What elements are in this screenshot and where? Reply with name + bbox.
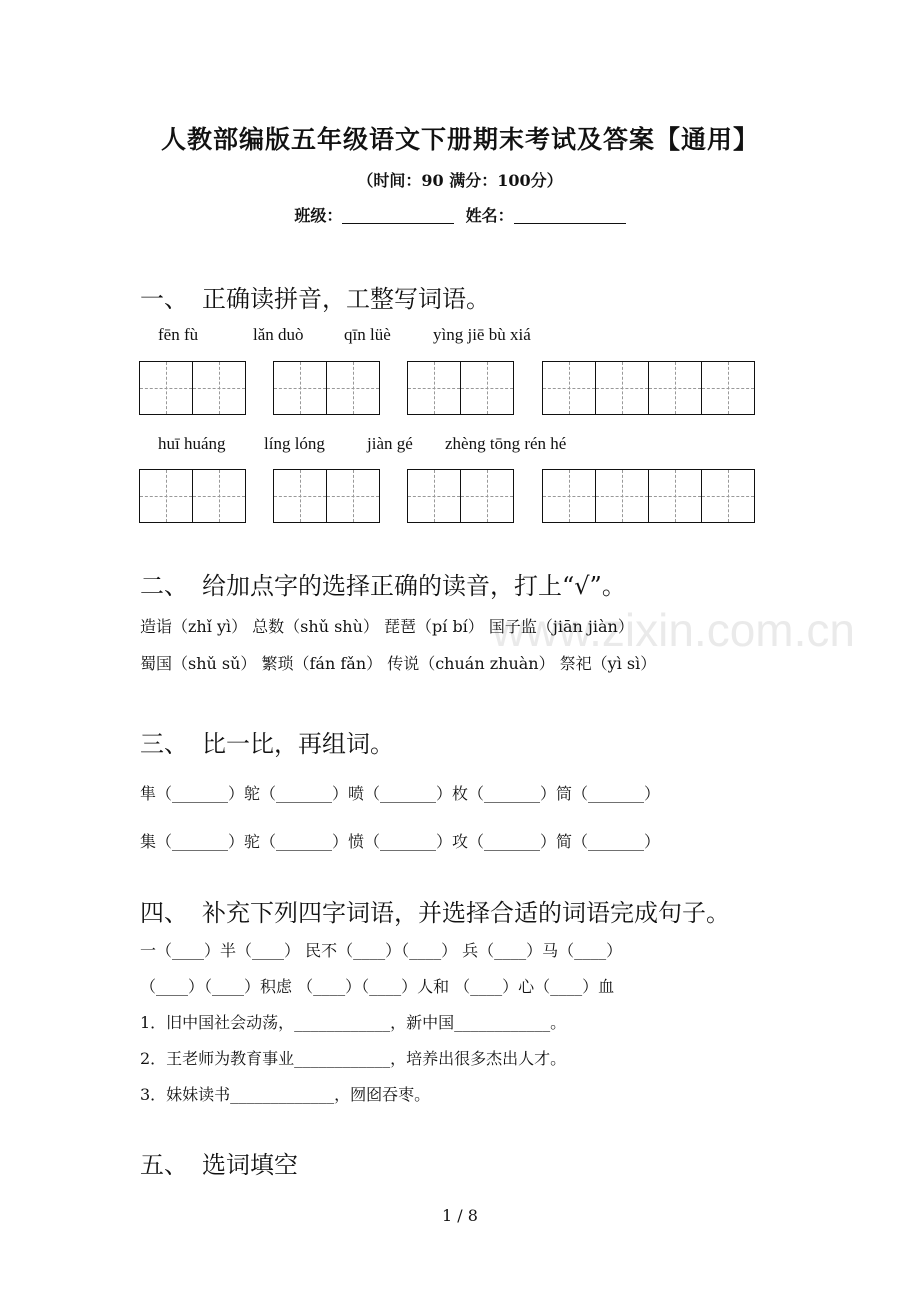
section-3-heading xyxy=(140,724,394,759)
writing-grid[interactable] xyxy=(407,469,514,523)
question-line: 一（____）半（____） 民不（____）（____） 兵（____）马（____） xyxy=(140,941,623,960)
writing-grid[interactable] xyxy=(542,361,755,415)
question-line: 造诣（zhǐ yì） 总数（shǔ shù） 琵琶（pí bí） 国子监（jiān jiàn） xyxy=(140,617,634,636)
section-title: 补充下列四字词语，并选择合适的词语完成句子。 xyxy=(202,899,730,927)
section-number: 一、 xyxy=(140,285,188,313)
writing-grid[interactable] xyxy=(407,361,514,415)
pinyin-label: líng lóng xyxy=(264,434,325,453)
question-line: 集（_______）驼（_______）愤（_______）攻（_______）简（_______） xyxy=(140,832,661,851)
pinyin-label: huī huáng xyxy=(158,434,226,453)
exam-meta: （时间：90 满分：100分） xyxy=(357,171,563,190)
page-number: 1 / 8 xyxy=(442,1206,478,1225)
pinyin-label: lǎn duò xyxy=(253,325,304,344)
section-1-heading xyxy=(140,279,490,314)
pinyin-label: zhèng tōng rén hé xyxy=(445,434,567,453)
class-label: 班级： xyxy=(294,206,343,225)
watermark: www.zixin.com.cn xyxy=(492,604,855,656)
section-number: 五、 xyxy=(140,1151,188,1179)
writing-grid[interactable] xyxy=(139,361,246,415)
question-line: 蜀国（shǔ sǔ） 繁琐（fán fǎn） 传说（chuán zhuàn） 祭祀（yì sì） xyxy=(140,654,657,673)
page-title: 人教部编版五年级语文下册期末考试及答案【通用】 xyxy=(160,125,759,154)
pinyin-label: qīn lüè xyxy=(344,325,391,344)
section-title: 给加点字的选择正确的读音，打上“√”。 xyxy=(202,572,626,600)
writing-grid[interactable] xyxy=(273,361,380,415)
question-line: 2．王老师为教育事业____________，培养出很多杰出人才。 xyxy=(140,1049,567,1068)
section-number: 二、 xyxy=(140,572,188,600)
writing-grid[interactable] xyxy=(273,469,380,523)
question-line: 隼（_______）鸵（_______）喷（_______）枚（_______）筒（_______） xyxy=(140,784,661,803)
question-line: 1．旧中国社会动荡，____________，新中国____________。 xyxy=(140,1013,567,1032)
class-blank[interactable] xyxy=(342,207,454,224)
name-blank[interactable] xyxy=(514,207,626,224)
section-title: 选词填空 xyxy=(202,1151,298,1179)
section-2-heading xyxy=(140,566,626,601)
class-name-line xyxy=(0,203,920,226)
pinyin-label: fēn fù xyxy=(158,325,199,344)
section-4-heading xyxy=(140,893,730,928)
question-line: （____）（____）积虑 （____）（____）人和 （____）心（____）血 xyxy=(140,977,615,996)
name-label: 姓名： xyxy=(465,206,514,225)
section-5-heading xyxy=(140,1145,298,1180)
writing-grid[interactable] xyxy=(542,469,755,523)
question-line: 3．妹妹读书_____________，囫囵吞枣。 xyxy=(140,1085,431,1104)
writing-grid[interactable] xyxy=(139,469,246,523)
section-title: 正确读拼音，工整写词语。 xyxy=(202,285,490,313)
section-number: 三、 xyxy=(140,730,188,758)
pinyin-label: jiàn gé xyxy=(367,434,413,453)
section-title: 比一比，再组词。 xyxy=(202,730,394,758)
pinyin-label: yìng jiē bù xiá xyxy=(433,325,531,344)
section-number: 四、 xyxy=(140,899,188,927)
